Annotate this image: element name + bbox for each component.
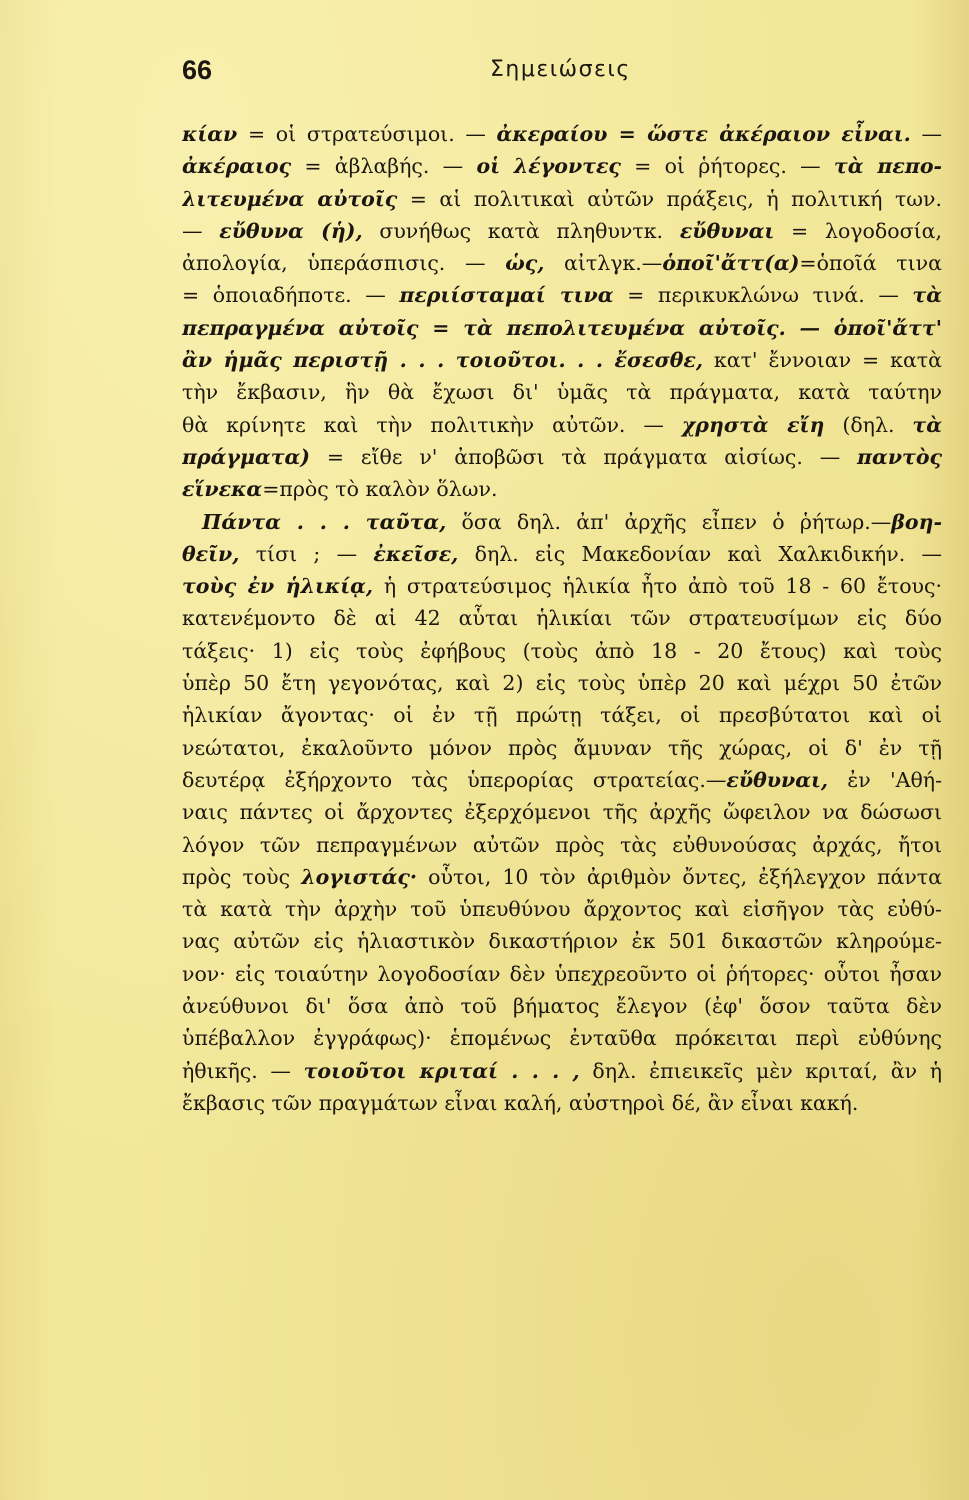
text-line (182, 473, 942, 505)
text-segment: ἔκβασις τῶν πραγμάτων εἶναι καλή, αὐστηροὶ δέ, ἂν εἶναι κακή. (182, 1090, 859, 1115)
text-segment: = λογοδοσία, (774, 218, 942, 243)
text-segment: ἡλικίαν ἄγοντας· οἱ ἐν τῇ πρώτῃ τάξει, οἱ πρεσβύτατοι καὶ οἱ (182, 703, 942, 728)
text-segment: δευτέρᾳ ἐξήρχοντο τὰς ὑπερορίας στρατείας.— (182, 767, 727, 792)
text-segment: δηλ. ἐπιεικεῖς μὲν κριταί, ἂν ἡ (579, 1058, 942, 1083)
text-segment: ὑπὲρ 50 ἔτη γεγονότας, καὶ 2) εἰς τοὺς ὑπὲρ 20 καὶ μέχρι 50 ἐτῶν (182, 671, 942, 696)
page-header (182, 55, 942, 95)
lemma-term: ἀκέραιος (182, 154, 292, 179)
text-segment: νεώτατοι, ἐκαλοῦντο μόνον πρὸς ἄμυναν τῆς χώρας, οἱ δ' ἐν τῇ (182, 735, 942, 760)
text-line (182, 279, 942, 311)
lemma-term: τοιοῦτοι κριταί . . . , (303, 1058, 580, 1083)
lemma-term: τοὺς ἐν ἡλικίᾳ, (182, 574, 374, 599)
text-segment: λόγον τῶν πεπραγμένων αὐτῶν πρὸς τὰς εὐθυνούσας ἀρχάς, ἤτοι (182, 832, 942, 857)
running-title: Σημειώσεις (490, 57, 631, 82)
lemma-term: εἵνεκα (182, 477, 263, 502)
text-line (182, 538, 942, 570)
text-segment: ὑπέβαλλον ἐγγράφως)· ἑπομένως ἐνταῦθα πρόκειται περὶ εὐθύνης (182, 1026, 942, 1051)
text-line (182, 764, 942, 796)
text-segment: = οἱ στρατεύσιμοι. — (237, 122, 497, 146)
text-line (182, 312, 942, 344)
text-segment: = αἱ πολιτικαὶ αὐτῶν πράξεις, ἡ πολιτική των. (397, 186, 942, 211)
text-line (182, 506, 942, 538)
text-line (182, 118, 942, 150)
lemma-term: πεπραγμένα αὐτοῖς = τὰ πεπολιτευμένα αὐτοῖς. — ὁποῖ'ἄττ' (182, 315, 942, 340)
lemma-term: βοη- (891, 509, 942, 534)
text-segment: ἀπολογία, ὑπεράσπισις. — (182, 251, 506, 276)
text-line (182, 925, 942, 957)
text-line (182, 796, 942, 828)
text-segment: =ὁποῖά τινα (799, 251, 942, 276)
text-segment: κατενέμοντο δὲ αἱ 42 αὗται ἡλικίαι τῶν στρατευσίμων εἰς δύο (182, 606, 942, 631)
text-line (182, 1055, 942, 1087)
text-segment: αἰτλγκ.— (544, 251, 663, 276)
text-line (182, 829, 942, 861)
lemma-term: χρηστὰ εἴη (681, 412, 825, 437)
lemma-term: τὰ (912, 283, 942, 308)
lemma-term: λογιστάς· (301, 864, 418, 889)
text-line (182, 150, 942, 182)
text-segment: = ἀβλαβής. — (291, 154, 477, 179)
text-segment: νον· εἰς τοιαύτην λογοδοσίαν δὲν ὑπεχρεοῦντο οἱ ῥήτορες· οὗτοι ἦσαν (182, 961, 942, 986)
lemma-term: Πάντα . . . ταῦτα, (202, 509, 447, 534)
lemma-term: ὡς, (505, 251, 545, 276)
text-segment: ἡ στρατεύσιμος ἡλικία ἦτο ἀπὸ τοῦ 18 - 60 ἔτους· (373, 574, 942, 599)
text-segment: — (910, 122, 942, 146)
text-segment: ναις πάντες οἱ ἄρχοντες ἐξερχόμενοι τῆς ἀρχῆς ὤφειλον να δώσωσι (182, 800, 942, 825)
text-segment: τίσι ; — (239, 541, 374, 566)
text-segment: = ὁποιαδήποτε. — (182, 283, 400, 308)
text-line (182, 699, 942, 731)
text-line (182, 667, 942, 699)
text-line (182, 893, 942, 925)
text-line (182, 1087, 942, 1119)
lemma-term: τὰ (912, 412, 942, 437)
text-segment: = περικυκλώνω τινά. — (613, 283, 913, 308)
text-line (182, 990, 942, 1022)
text-line (182, 247, 942, 279)
lemma-term: θεῖν, (182, 541, 240, 566)
text-segment: ἐν 'Αθή- (828, 767, 942, 792)
text-line (182, 344, 942, 376)
text-line (182, 602, 942, 634)
text-segment: ἀνεύθυνοι δι' ὅσα ἀπὸ τοῦ βήματος ἔλεγον (ἐφ' ὅσον ταῦτα δὲν (182, 994, 942, 1019)
lemma-term: εὔθυναι (679, 218, 775, 243)
notes-text (182, 118, 942, 1119)
text-line (182, 570, 942, 602)
text-segment: νας αὐτῶν εἰς ἡλιαστικὸν δικαστήριον ἐκ 501 δικαστῶν κληρούμε- (182, 929, 942, 954)
lemma-term: λιτευμένα αὐτοῖς (182, 186, 398, 211)
lemma-term: ἀκεραίου = ὥστε ἀκέραιον εἶναι. (496, 122, 911, 146)
text-segment: τὰ κατὰ τὴν ἀρχὴν τοῦ ὑπευθύνου ἄρχοντος καὶ εἰσῆγον τὰς εὐθύ- (182, 897, 942, 922)
text-segment: = εἴθε ν' ἀποβῶσι τὰ πράγματα αἰσίως. — (310, 444, 858, 469)
text-line (182, 861, 942, 893)
text-line (182, 441, 942, 473)
text-line (182, 376, 942, 408)
lemma-term: ἂν ἡμᾶς περιστῇ . . . τοιοῦτοι. . . ἔσεσθε, (182, 348, 703, 373)
text-line (182, 958, 942, 990)
lemma-term: κίαν (182, 122, 238, 146)
text-segment: — (182, 218, 220, 243)
text-segment: τὴν ἔκβασιν, ἣν θὰ ἔχωσι δι' ὑμᾶς τὰ πράγματα, κατὰ ταύτην (182, 380, 942, 405)
text-line (182, 183, 942, 215)
lemma-term: παντὸς (857, 444, 942, 469)
lemma-term: εὔθυνα (ἡ), (219, 218, 363, 243)
text-segment: =πρὸς τὸ καλὸν ὅλων. (262, 477, 498, 502)
text-line (182, 215, 942, 247)
text-segment: = οἱ ῥήτορες. — (620, 154, 834, 179)
text-line (182, 732, 942, 764)
text-line (182, 409, 942, 441)
lemma-term: εὔθυναι, (726, 767, 829, 792)
text-line (182, 1022, 942, 1054)
lemma-term: οἱ λέγοντες (476, 154, 621, 179)
text-segment: συνήθως κατὰ πληθυντκ. (362, 218, 680, 243)
lemma-term: τὰ πεπο- (833, 154, 942, 179)
text-segment: τάξεις· 1) εἰς τοὺς ἐφήβους (τοὺς ἀπὸ 18 - 20 ἔτους) καὶ τοὺς (182, 638, 942, 663)
text-segment: οὗτοι, 10 τὸν ἀριθμὸν ὄντες, ἐξήλεγχον πάντα (417, 864, 942, 889)
text-segment: ὅσα δηλ. ἀπ' ἀρχῆς εἶπεν ὁ ῥήτωρ.— (446, 509, 892, 534)
lemma-term: περιίσταμαί τινα (399, 283, 614, 308)
text-segment: κατ' ἔννοιαν = κατὰ (702, 348, 942, 373)
text-segment: ἠθικῆς. — (182, 1058, 304, 1083)
text-segment: (δηλ. (824, 412, 913, 437)
lemma-term: ὁποῖ'ἄττ(α) (662, 251, 800, 276)
text-segment: πρὸς τοὺς (182, 864, 302, 889)
page-number: 66 (182, 55, 213, 85)
lemma-term: πράγματα) (182, 444, 310, 469)
text-line (182, 635, 942, 667)
text-segment: θὰ κρίνητε καὶ τὴν πολιτικὴν αὐτῶν. — (182, 412, 682, 437)
lemma-term: ἐκεῖσε, (373, 541, 459, 566)
text-segment: δηλ. εἰς Μακεδονίαν καὶ Χαλκιδικήν. — (458, 541, 942, 566)
